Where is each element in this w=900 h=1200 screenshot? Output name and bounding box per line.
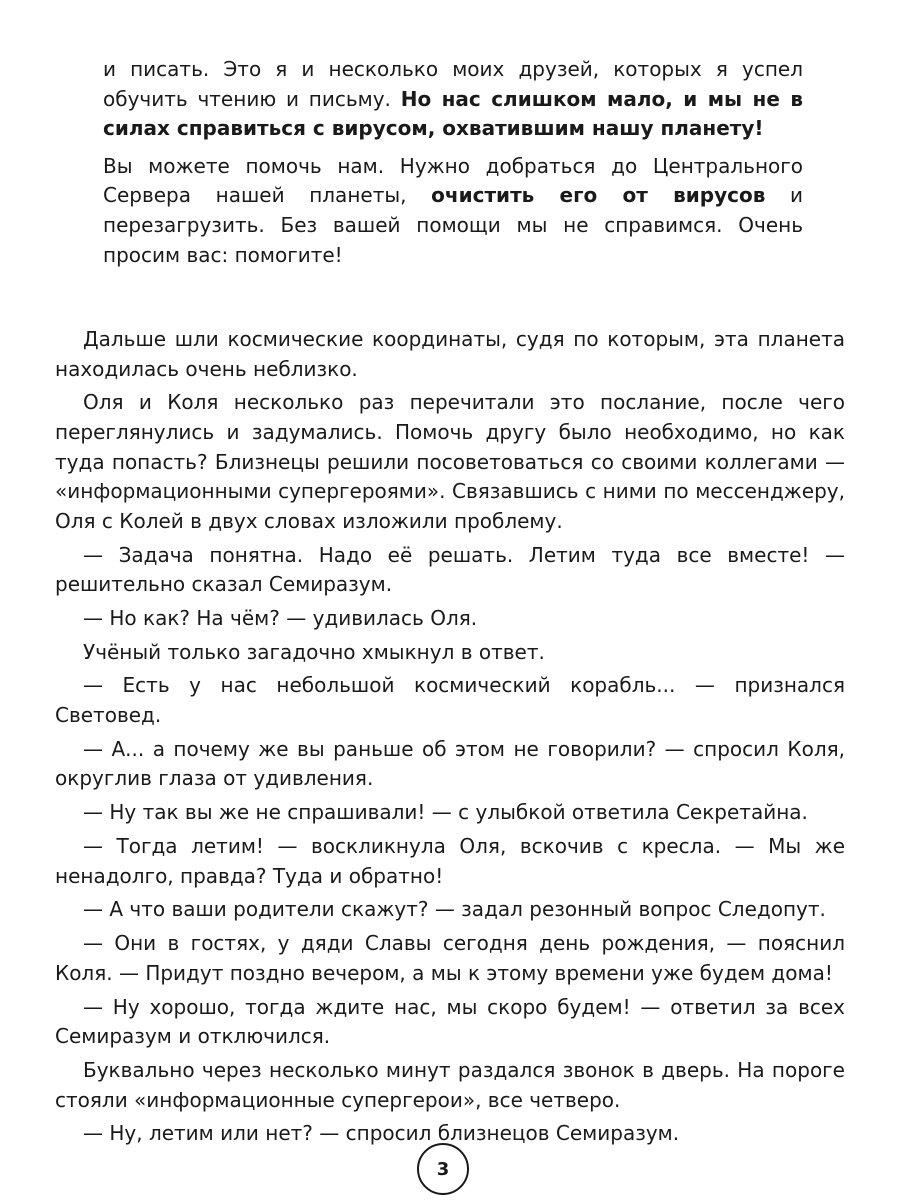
letter-text: и писать. Это я и несколько моих друзей, которых я успел обучить чтению и письму. (103, 57, 803, 111)
story-paragraph: Учёный только загадочно хмыкнул в ответ. (83, 639, 545, 664)
story-text (55, 325, 845, 1149)
letter-paragraph-1 (103, 55, 803, 144)
letter-bold-text: очистить его от вирусов (431, 183, 766, 208)
story-paragraph: — Задача понятна. Надо её решать. Летим туда все вместе! — решительно сказал Семиразум. (55, 542, 845, 597)
letter-bold-text: Но нас слишком мало, и мы не в силах справиться с вирусом, охватившим нашу планету! (103, 86, 804, 141)
story-paragraph: — Ну, летим или нет? — спросил близнецов Семиразум. (83, 1121, 680, 1146)
story-paragraph: — Тогда летим! — воскликнула Оля, вскочив с кресла. — Мы же ненадолго, правда? Туда и обратно! (55, 834, 845, 888)
story-paragraph: — Ну так вы же не спрашивали! — с улыбкой ответила Секретайна. (83, 800, 808, 825)
story-paragraph: Дальше шли космические координаты, судя по которым, эта планета находилась очень неблизко. (55, 327, 845, 381)
story-paragraph: — А... а почему же вы раньше об этом не говорили? — спросил Коля, округлив глаза от удивления. (55, 736, 845, 791)
story-paragraph: — Ну хорошо, тогда ждите нас, мы скоро будем! — ответил за всех Семиразум и отключился. (55, 994, 845, 1049)
story-paragraph: — Но как? На чём? — удивилась Оля. (83, 605, 478, 630)
alien-letter (103, 55, 803, 270)
letter-text: Вы можете помочь нам. Нужно добраться до Центрального Сервера нашей планеты, (103, 153, 803, 208)
story-paragraph: — А что ваши родители скажут? — задал резонный вопрос Следопут. (83, 897, 826, 922)
story-paragraph: Буквально через несколько минут раздался звонок в дверь. На пороге стояли «информационные супергерои», все четверо. (55, 1057, 845, 1112)
story-paragraph: — Они в гостях, у дяди Славы сегодня день рождения, — пояснил Коля. — Придут поздно вечером, а мы к этому времени уже будем дома! (55, 931, 845, 985)
page-number: 3 (417, 1143, 469, 1195)
story-paragraph: Оля и Коля несколько раз перечитали это послание, после чего переглянулись и задумались. Помочь другу было необходимо, но как туда попасть? Близнецы решили посоветоваться со своими коллегами — «информационными супергероями». Связавшись с ними по мессенджеру, Оля с Колей в двух словах изложили проблему. (55, 390, 845, 533)
story-paragraph: — Есть у нас небольшой космический корабль... — признался Световед. (55, 673, 845, 728)
letter-paragraph-2 (103, 152, 803, 270)
letter-text: и перезагрузить. Без вашей помощи мы не справимся. Очень просим вас: помогите! (103, 183, 804, 267)
